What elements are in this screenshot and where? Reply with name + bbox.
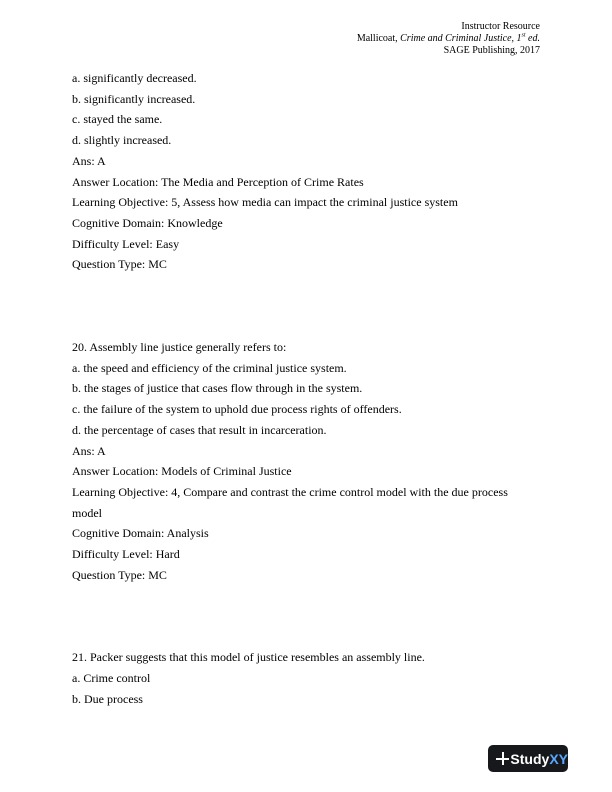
- answer-option-c: c. stayed the same.: [72, 112, 163, 127]
- header-book-title: Crime and Criminal Justice, 1: [400, 33, 522, 44]
- answer-key: Ans: A: [72, 153, 106, 168]
- brand-name: StudyXY: [510, 750, 568, 767]
- learning-objective-continued: model: [72, 505, 102, 520]
- header-line-1: Instructor Resource: [461, 21, 540, 32]
- studyxy-badge[interactable]: [488, 745, 568, 772]
- answer-option-b: b. significantly increased.: [72, 91, 196, 106]
- answer-option-a: a. Crime control: [72, 671, 151, 686]
- page-header: [357, 21, 540, 57]
- question-type: Question Type: MC: [72, 567, 167, 582]
- answer-key: Ans: A: [72, 443, 106, 458]
- answer-option-b: b. the stages of justice that cases flow through in the system.: [72, 381, 363, 396]
- learning-objective: Learning Objective: 5, Assess how media can impact the criminal justice system: [72, 195, 458, 210]
- question-stem: 20. Assembly line justice generally refers to:: [72, 340, 287, 355]
- header-edition-sup: st: [521, 32, 526, 39]
- answer-location: Answer Location: Models of Criminal Justice: [72, 464, 292, 479]
- question-20-block: [72, 337, 542, 585]
- answer-option-d: d. slightly increased.: [72, 133, 172, 148]
- answer-option-a: a. significantly decreased.: [72, 71, 197, 85]
- plus-icon: [496, 752, 505, 765]
- header-line-3: SAGE Publishing, 2017: [443, 45, 540, 56]
- question-19-block: [72, 68, 542, 275]
- difficulty-level: Difficulty Level: Hard: [72, 547, 180, 562]
- answer-option-c: c. the failure of the system to uphold due process rights of offenders.: [72, 402, 402, 417]
- difficulty-level: Difficulty Level: Easy: [72, 236, 180, 251]
- question-type: Question Type: MC: [72, 257, 167, 272]
- answer-option-a: a. the speed and efficiency of the criminal justice system.: [72, 360, 347, 375]
- question-stem: 21. Packer suggests that this model of justice resembles an assembly line.: [72, 650, 425, 665]
- header-author: Mallicoat,: [356, 33, 401, 44]
- spacer: [72, 275, 542, 337]
- answer-option-d: d. the percentage of cases that result in incarceration.: [72, 422, 327, 437]
- learning-objective: Learning Objective: 4, Compare and contrast the crime control model with the due process: [72, 484, 508, 499]
- header-edition-suffix: ed.: [525, 33, 540, 44]
- answer-location: Answer Location: The Media and Perception of Crime Rates: [72, 174, 364, 189]
- cognitive-domain: Cognitive Domain: Knowledge: [72, 215, 223, 230]
- answer-option-b: b. Due process: [72, 691, 143, 706]
- spacer: [72, 585, 542, 647]
- question-21-block: [72, 647, 542, 709]
- header-line-2: [357, 33, 540, 45]
- cognitive-domain: Cognitive Domain: Analysis: [72, 526, 209, 541]
- page-content: [72, 68, 542, 710]
